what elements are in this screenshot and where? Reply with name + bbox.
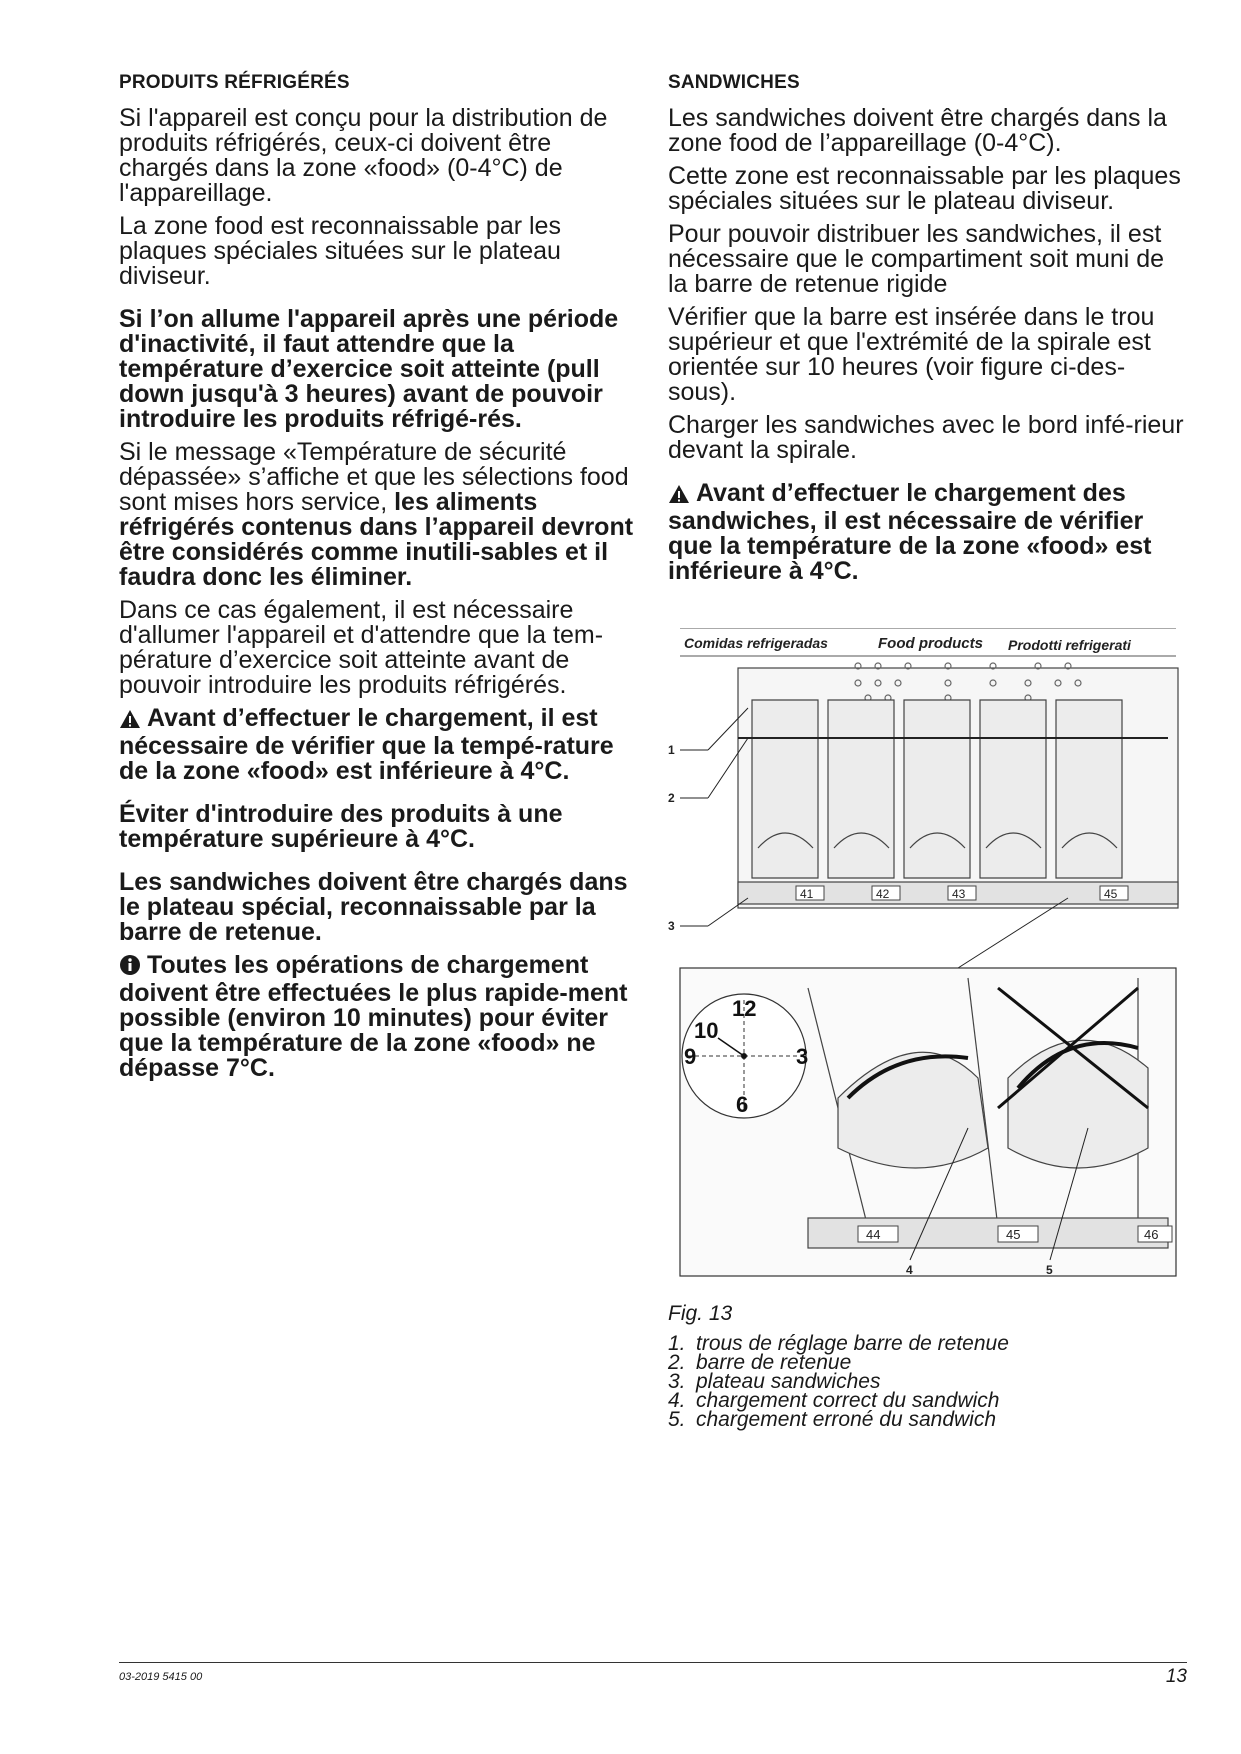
tray-illustration: [738, 663, 1178, 908]
callout-5: 5: [1046, 1263, 1053, 1277]
clock-9: 9: [684, 1044, 697, 1069]
slot-number: 43: [952, 887, 966, 901]
left-column: [119, 72, 639, 1089]
paragraph: Pour pouvoir distribuer les sandwiches, il est nécessaire que le compartiment soit muni de la barre de retenue rigide: [668, 220, 1165, 298]
info-icon: [119, 954, 141, 981]
warning-notice: [668, 481, 1188, 584]
callout-1: 1: [668, 743, 675, 757]
bold-notice: Les sandwiches doivent être chargés dans le plateau spécial, reconnaissable par la barre de retenue.: [119, 868, 628, 946]
paragraph-normal-part: Si le message «Température de sécurité dépassée» s’affiche et que les sélections food sont mises hors service,: [119, 438, 629, 516]
legend-item: 2. barre de retenue: [668, 1351, 852, 1374]
clock-10: 10: [694, 1018, 719, 1043]
section-heading-refrigerated: PRODUITS RÉFRIGÉRÉS: [119, 72, 350, 93]
paragraph: Vérifier que la barre est insérée dans le trou supérieur et que l'extrémité de la spirale est orientée sur 10 heures (voir figure ci-des-sous).: [668, 303, 1155, 406]
info-text: Toutes les opérations de chargement doivent être effectuées le plus rapide-ment possible (environ 10 minutes) pour éviter que la température de la zone «food» ne dépasse 7°C.: [119, 951, 628, 1082]
warning-text: Avant d’effectuer le chargement, il est nécessaire de vérifier que la tempé-rature de la zone «food» est inférieure à 4°C.: [119, 704, 614, 785]
paragraph: Dans ce cas également, il est nécessaire d'allumer l'appareil et d'attendre que la tem-pérature d’exercice soit atteinte avant de pouvoir introduire les produits réfrigérés.: [119, 596, 604, 699]
paragraph: La zone food est reconnaissable par les plaques spéciales situées sur le plateau diviseur.: [119, 212, 561, 290]
bold-notice: Éviter d'introduire des produits à une température supérieure à 4°C.: [119, 800, 563, 853]
legend-item: 3. plateau sandwiches: [668, 1370, 881, 1393]
warning-notice: [119, 706, 639, 784]
right-column: [668, 72, 1188, 592]
figure-legend: [668, 1334, 1188, 1429]
clock-12: 12: [732, 996, 757, 1021]
figure-caption: Fig. 13: [668, 1302, 733, 1325]
legend-item: 4. chargement correct du sandwich: [668, 1389, 1000, 1412]
document-code: 03-2019 5415 00: [119, 1671, 203, 1683]
slot-number: 42: [876, 887, 890, 901]
callout-2: 2: [668, 791, 675, 805]
slot-number: 41: [800, 887, 814, 901]
page-number: 13: [1165, 1666, 1187, 1687]
paragraph: Charger les sandwiches avec le bord infé-rieur devant la spirale.: [668, 411, 1184, 464]
figure-13-illustration: [668, 628, 1188, 1292]
info-notice: [119, 953, 639, 1081]
clock-6: 6: [736, 1092, 749, 1117]
warning-text: Avant d’effectuer le chargement des sandwiches, il est nécessaire de vérifier que la température de la zone «food» est inférieure à 4°C.: [668, 479, 1152, 585]
paragraph: Cette zone est reconnaissable par les plaques spéciales situées sur le plateau diviseur.: [668, 162, 1181, 215]
label-prodotti: Prodotti refrigerati: [1008, 637, 1131, 653]
legend-item: 5. chargement erroné du sandwich: [668, 1408, 997, 1431]
paragraph: Si l'appareil est conçu pour la distribution de produits réfrigérés, ceux-ci doivent être chargés dans la zone «food» (0-4°C) de l'appareillage.: [119, 104, 608, 207]
slot-number: 45: [1006, 1227, 1021, 1242]
warning-icon: [119, 709, 141, 734]
section-heading-sandwiches: SANDWICHES: [668, 72, 800, 93]
slot-number: 46: [1144, 1227, 1159, 1242]
label-comidas: Comidas refrigeradas: [684, 635, 828, 651]
callout-3: 3: [668, 919, 675, 933]
bold-notice: Si l’on allume l'appareil après une période d'inactivité, il faut attendre que la température d’exercice soit atteinte (pull down jusqu'à 3 heures) avant de pouvoir introduire les produits réfrigé-rés.: [119, 305, 619, 433]
label-food-products: Food products: [878, 635, 983, 652]
legend-item: 1. trous de réglage barre de retenue: [668, 1332, 1009, 1355]
paragraph: Les sandwiches doivent être chargés dans la zone food de l’appareillage (0-4°C).: [668, 104, 1167, 157]
slot-number: 44: [866, 1227, 881, 1242]
slot-number: 45: [1104, 887, 1118, 901]
callout-4: 4: [906, 1263, 913, 1277]
paragraph-mixed: [119, 440, 639, 590]
footer-divider: [119, 1662, 1187, 1663]
paragraph-bold-part: les aliments réfrigérés contenus dans l’appareil devront être considérés comme inutili-sables et il faudra donc les éliminer.: [119, 488, 634, 591]
clock-3: 3: [796, 1044, 809, 1069]
warning-icon: [668, 484, 690, 509]
